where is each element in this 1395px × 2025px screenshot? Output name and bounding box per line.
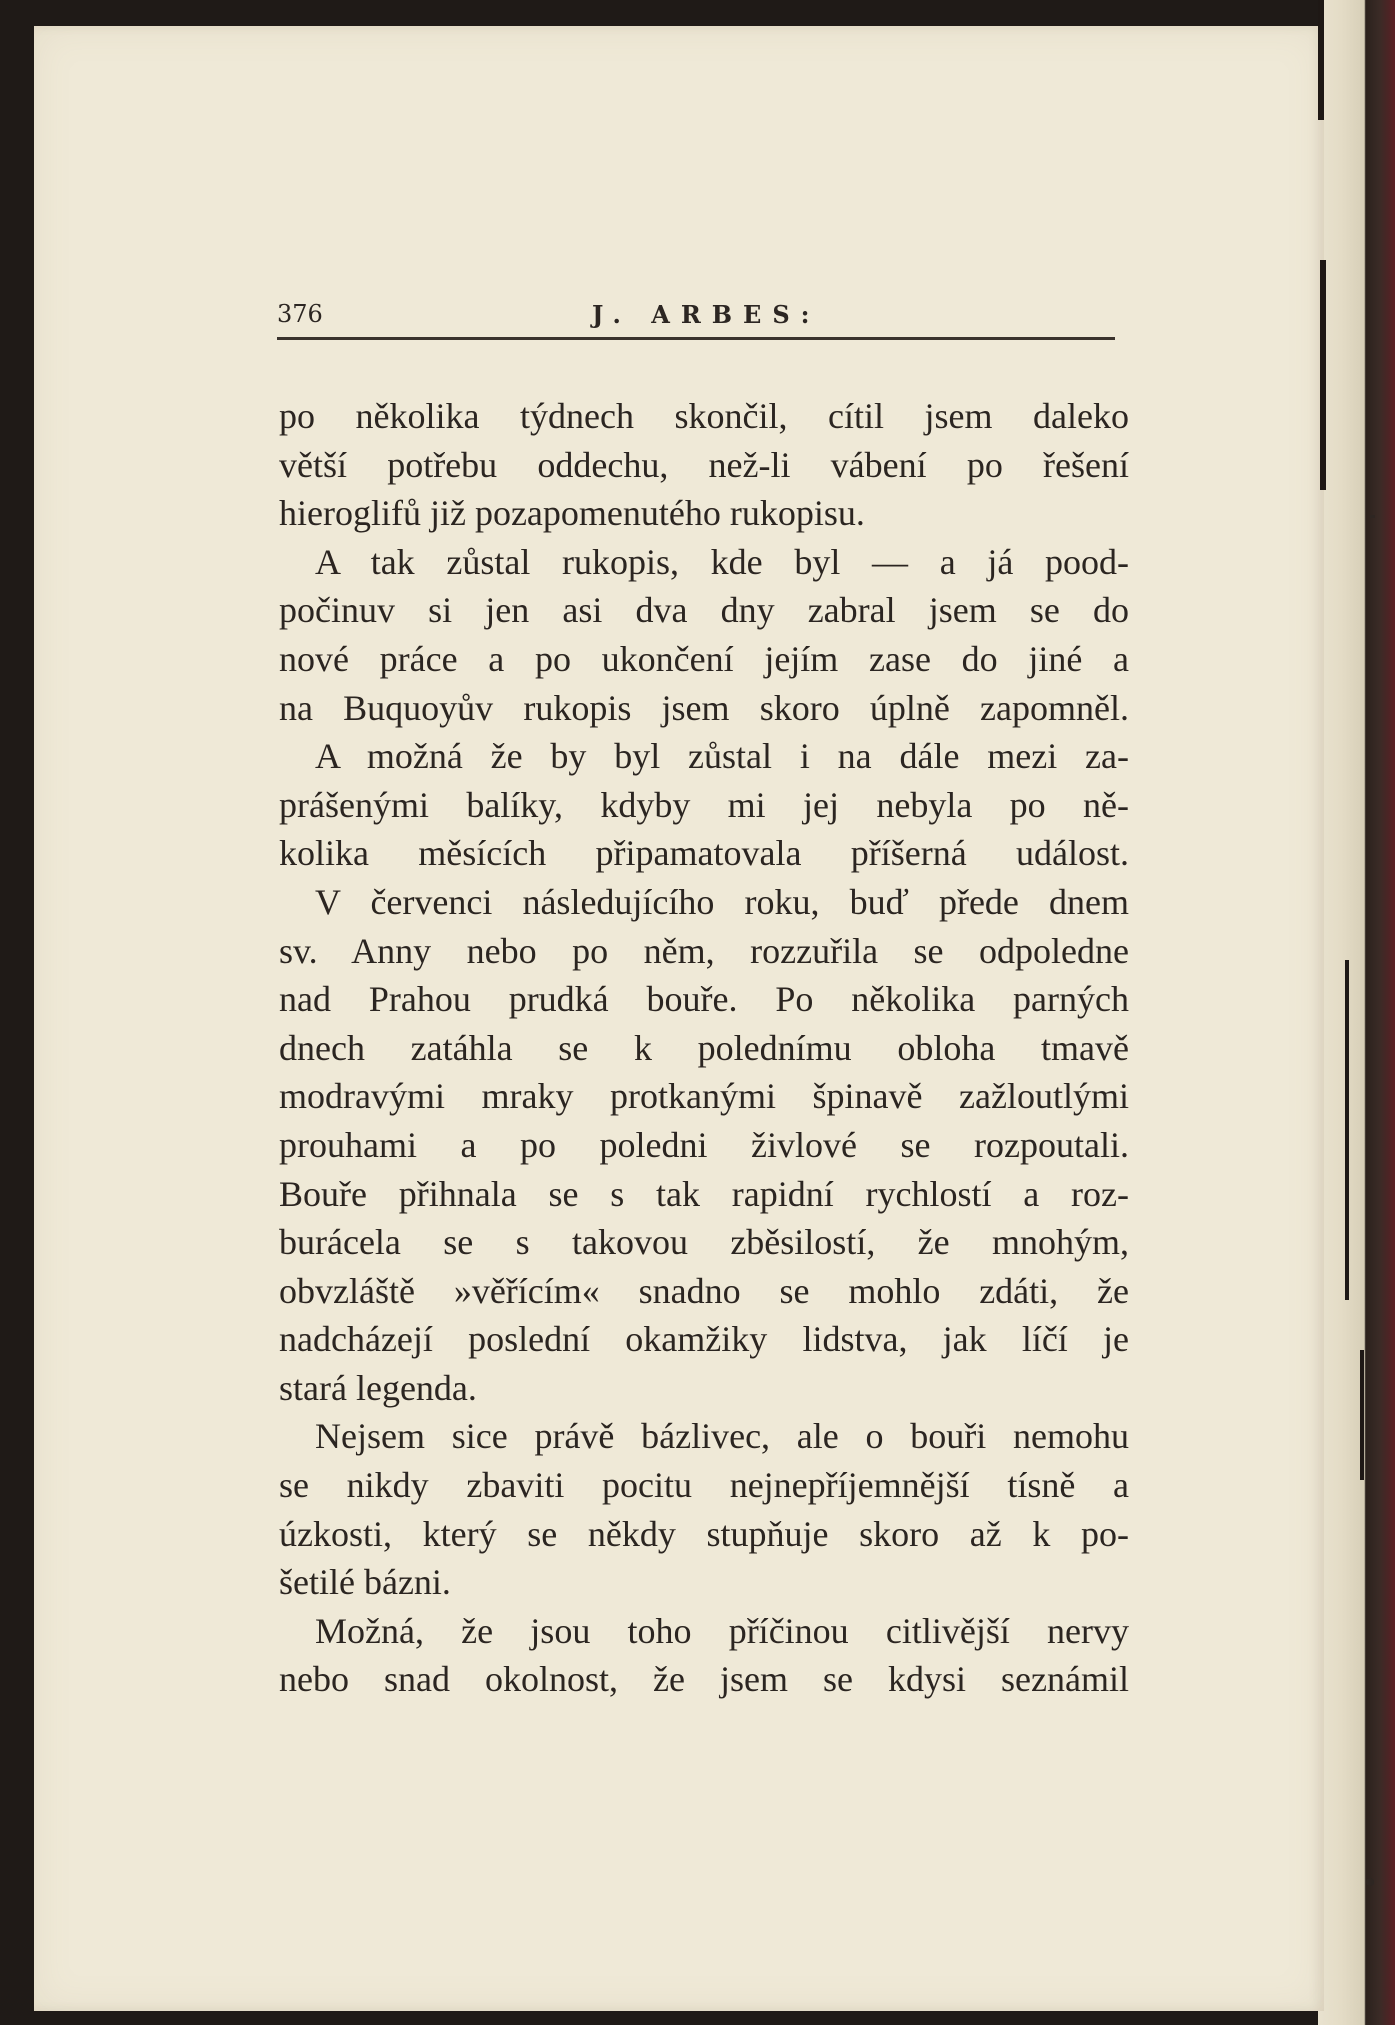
- header-rule: [277, 337, 1115, 340]
- margin-speck: [1366, 1878, 1374, 1886]
- text-line: počinuv si jen asi dva dny zabral jsem se do: [279, 590, 1129, 631]
- text-line: nebo snad okolnost, že jsem se kdysi seznámil: [279, 1659, 1129, 1700]
- text-line: prouhami a po poledni živlové se rozpoutali.: [279, 1124, 1129, 1165]
- page-header: [277, 300, 1115, 340]
- text-line: kolika měsících připamatovala příšerná událost.: [279, 833, 1129, 874]
- text-line: obvzláště »věřícím« snadno se mohlo zdáti, že: [279, 1270, 1129, 1311]
- text-line: nad Prahou prudká bouře. Po několika parných: [279, 979, 1129, 1020]
- page-number: 376: [277, 300, 323, 328]
- text-line: šetilé bázni.: [279, 1562, 451, 1603]
- spine-shadow-line: [1345, 960, 1349, 1300]
- margin-speck: [1370, 515, 1375, 518]
- text-line: dnech zatáhla se k polednímu obloha tmavě: [279, 1027, 1129, 1068]
- text-line: větší potřebu oddechu, než-li vábení po řešení: [279, 444, 1129, 485]
- text-line: modravými mraky protkanými špinavě zažloutlými: [279, 1076, 1129, 1117]
- spine-shadow-line: [1320, 260, 1326, 490]
- text-line: burácela se s takovou zběsilostí, že mnohým,: [279, 1222, 1129, 1263]
- text-line: úzkosti, který se někdy stupňuje skoro až k po-: [279, 1513, 1129, 1554]
- text-line: Bouře přihnala se s tak rapidní rychlostí a roz-: [279, 1173, 1129, 1214]
- text-line: V červenci následujícího roku, buď přede dnem: [315, 881, 1129, 922]
- text-line: na Buquoyův rukopis jsem skoro úplně zapomněl.: [279, 687, 1129, 728]
- spine-shadow-line: [1318, 0, 1324, 120]
- text-line: A tak zůstal rukopis, kde byl — a já pood-: [315, 541, 1129, 582]
- text-line: Možná, že jsou toho příčinou citlivější nervy: [315, 1610, 1129, 1651]
- body-text: [279, 392, 1129, 1704]
- book-spine-edge: [1318, 0, 1395, 2025]
- running-head: J. ARBES:: [592, 300, 821, 329]
- spine-shadow-line: [1360, 1350, 1364, 1480]
- text-line: Nejsem sice právě bázlivec, ale o bouři nemohu: [315, 1416, 1129, 1457]
- text-line: sv. Anny nebo po něm, rozzuřila se odpoledne: [279, 930, 1129, 971]
- text-line: se nikdy zbaviti pocitu nejnepříjemnější tísně a: [279, 1465, 1129, 1506]
- text-line: prášenými balíky, kdyby mi jej nebyla po ně-: [279, 784, 1129, 825]
- text-line: hieroglifů již pozapomenutého rukopisu.: [279, 493, 865, 534]
- text-line: nové práce a po ukončení jejím zase do jiné a: [279, 638, 1129, 679]
- text-line: nadcházejí poslední okamžiky lidstva, jak líčí je: [279, 1319, 1129, 1360]
- text-line: A možná že by byl zůstal i na dále mezi za-: [315, 736, 1129, 777]
- text-line: po několika týdnech skončil, cítil jsem daleko: [279, 396, 1129, 436]
- text-line: stará legenda.: [279, 1367, 477, 1408]
